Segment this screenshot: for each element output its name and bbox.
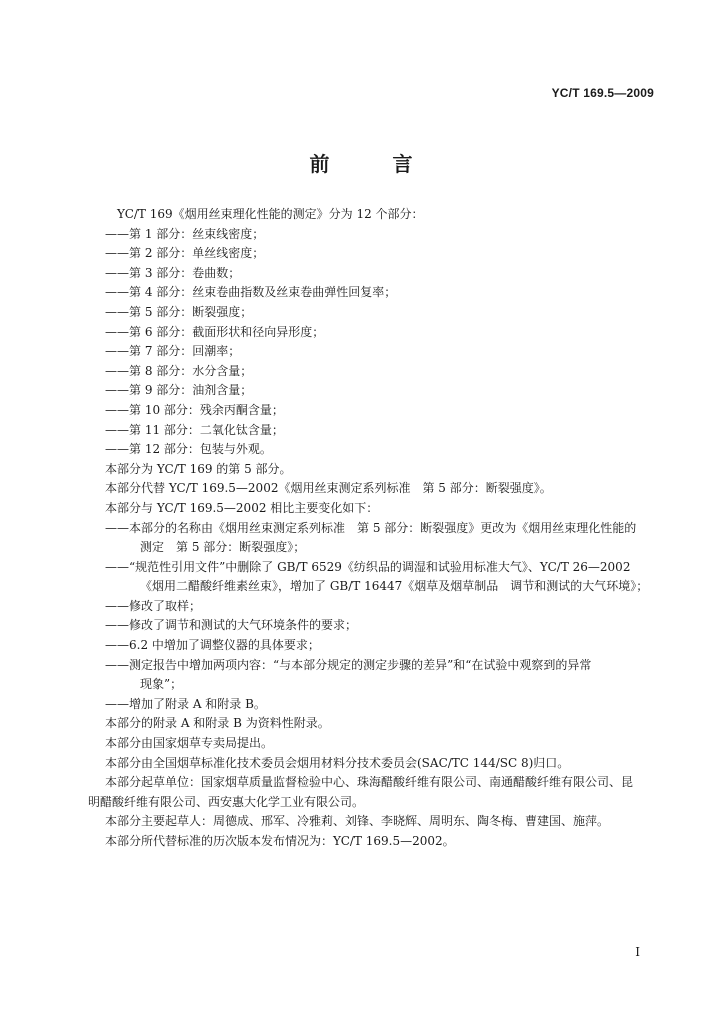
change-item-continuation: 现象”；: [140, 677, 183, 692]
part-list-item: ——第 6 部分：截面形状和径向异形度；: [105, 324, 325, 339]
change-item: ——增加了附录 A 和附录 B。: [105, 696, 266, 711]
part-list-item: ——第 9 部分：油剂含量；: [105, 383, 253, 398]
drafters-paragraph: 本部分主要起草人：周德成、邢军、冷雅莉、刘锋、李晓辉、周明东、陶冬梅、曹建国、施萍。: [105, 814, 610, 829]
page-number: I: [635, 945, 640, 959]
drafting-units-continuation: 明醋酸纤维有限公司、西安惠大化学工业有限公司。: [88, 794, 365, 809]
change-item-continuation: 《烟用二醋酸纤维素丝束》，增加了 GB/T 16447《烟草及烟草制品 调节和测试的大气环境》；: [140, 579, 649, 594]
change-item: ——本部分的名称由《烟用丝束测定系列标准 第 5 部分：断裂强度》更改为《烟用丝束理化性能的: [105, 520, 637, 535]
replaces-paragraph: 本部分代替 YC/T 169.5—2002《烟用丝束测定系列标准 第 5 部分：断裂强度》。: [105, 481, 552, 496]
standard-code: YC/T 169.5—2009: [551, 86, 654, 100]
change-item: ——6.2 中增加了调整仪器的具体要求；: [105, 638, 320, 653]
change-item: ——测定报告中增加两项内容：“与本部分规定的测定步骤的差异”和“在试验中观察到的异常: [105, 657, 592, 672]
change-item: ——“规范性引用文件”中删除了 GB/T 6529《纺织品的调湿和试验用标准大气》、YC/T 26—2002: [105, 559, 631, 574]
part-list-item: ——第 8 部分：水分含量；: [105, 363, 253, 378]
part-list-item: ——第 4 部分：丝束卷曲指数及丝束卷曲弹性回复率；: [105, 285, 397, 300]
part-list-item: ——第 1 部分：丝束线密度；: [105, 226, 265, 241]
part-list-item: ——第 11 部分：二氧化钛含量；: [105, 422, 284, 437]
history-paragraph: 本部分所代替标准的历次版本发布情况为：YC/T 169.5—2002。: [105, 834, 455, 848]
foreword-body: [88, 205, 665, 852]
part-list-item: ——第 12 部分：包装与外观。: [105, 442, 272, 457]
annex-paragraph: 本部分的附录 A 和附录 B 为资料性附录。: [105, 716, 330, 731]
part-list-item: ——第 5 部分：断裂强度；: [105, 304, 253, 319]
change-item: ——修改了取样；: [105, 598, 202, 613]
part-list-item: ——第 7 部分：回潮率；: [105, 344, 241, 359]
changes-intro-paragraph: 本部分与 YC/T 169.5—2002 相比主要变化如下：: [105, 500, 379, 515]
drafting-units-paragraph: 本部分起草单位：国家烟草质量监督检验中心、珠海醋酸纤维有限公司、南通醋酸纤维有限公司、昆: [105, 775, 634, 790]
page-title: 前 言: [309, 152, 441, 176]
centralized-paragraph: 本部分由全国烟草标准化技术委员会烟用材料分技术委员会(SAC/TC 144/SC 8)归口。: [105, 755, 570, 770]
part-list-item: ——第 3 部分：卷曲数；: [105, 265, 241, 280]
part-list-item: ——第 10 部分：残余丙酮含量；: [105, 402, 284, 417]
intro-paragraph: YC/T 169《烟用丝束理化性能的测定》分为 12 个部分：: [117, 207, 424, 221]
proposer-paragraph: 本部分由国家烟草专卖局提出。: [105, 736, 274, 751]
change-item-continuation: 测定 第 5 部分：断裂强度》；: [140, 540, 306, 555]
this-part-paragraph: 本部分为 YC/T 169 的第 5 部分。: [105, 461, 292, 476]
part-list-item: ——第 2 部分：单丝线密度；: [105, 246, 265, 261]
change-item: ——修改了调节和测试的大气环境条件的要求；: [105, 618, 358, 633]
